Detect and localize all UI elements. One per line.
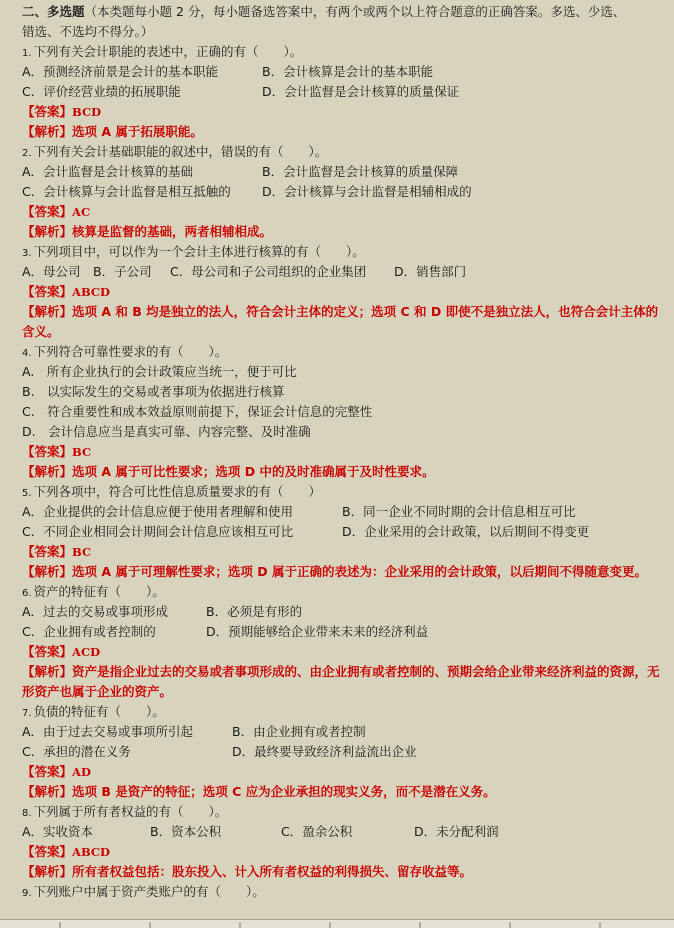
- answer-value: ACD: [72, 645, 101, 659]
- answer-line: [22, 842, 664, 862]
- options-row: [22, 182, 664, 202]
- option-d: D．会计核算与会计监督是相辅相成的: [262, 184, 472, 199]
- question-5: [22, 482, 664, 502]
- option-c: C．会计核算与会计监督是相互抵触的: [22, 184, 231, 199]
- answer-label: 【答案】: [22, 764, 73, 779]
- options-row: [22, 62, 664, 82]
- option-c: C．母公司和子公司组织的企业集团: [170, 264, 367, 279]
- analysis-text: 选项 A 属于拓展职能。: [72, 124, 203, 139]
- analysis-line: [22, 302, 664, 342]
- options-row: [22, 82, 664, 102]
- analysis-text: 选项 A 和 B 均是独立的法人，符合会计主体的定义；选项 C 和 D 即使不是独立法人，也符合会计主体的含义。: [22, 304, 659, 339]
- question-number: 7.: [22, 708, 32, 719]
- option-b: B. 以实际发生的交易或者事项为依据进行核算: [22, 384, 285, 399]
- answer-value: ABCD: [72, 845, 110, 859]
- horizontal-ruler: [0, 919, 674, 928]
- option-a: A．预测经济前景是会计的基本职能: [22, 64, 219, 79]
- answer-label: 【答案】: [22, 284, 73, 299]
- answer-label: 【答案】: [22, 644, 73, 659]
- analysis-text: 选项 A 属于可比性要求；选项 D 中的及时准确属于及时性要求。: [72, 464, 435, 479]
- option-b: B．同一企业不同时期的会计信息相互可比: [342, 504, 576, 519]
- analysis-text: 选项 B 是资产的特征；选项 C 应为企业承担的现实义务，而不是潜在义务。: [72, 784, 496, 799]
- question-number: 5.: [22, 488, 32, 499]
- question-text: 下列有关会计基础职能的叙述中，错误的有（ ）。: [33, 144, 328, 159]
- answer-line: [22, 762, 664, 782]
- option-d: D. 会计信息应当是真实可靠、内容完整、及时准确: [22, 424, 311, 439]
- section-instruction-cont: 错选、不选均不得分。）: [22, 24, 154, 39]
- analysis-line: [22, 222, 664, 242]
- option-a: A．过去的交易或事项形成: [22, 604, 169, 619]
- analysis-label: 【解析】: [22, 664, 73, 679]
- question-text: 负债的特征有（ ）。: [33, 704, 165, 719]
- analysis-text: 资产是指企业过去的交易或者事项形成的、由企业拥有或者控制的、预期会给企业带来经济利益的资源，无形资产也属于企业的资产。: [22, 664, 660, 699]
- answer-line: [22, 542, 664, 562]
- answer-value: AC: [72, 205, 91, 219]
- question-text: 资产的特征有（ ）。: [33, 584, 165, 599]
- question-7: [22, 702, 664, 722]
- question-number: 6.: [22, 588, 32, 599]
- question-number: 1.: [22, 48, 32, 59]
- options-row: [22, 622, 664, 642]
- option-c: C．评价经营业绩的拓展职能: [22, 84, 181, 99]
- question-text: 下列项目中，可以作为一个会计主体进行核算的有（ ）。: [33, 244, 365, 259]
- document-body: [22, 2, 664, 902]
- answer-line: [22, 282, 664, 302]
- answer-line: [22, 642, 664, 662]
- option-c: C．不同企业相同会计期间会计信息应该相互可比: [22, 524, 294, 539]
- answer-label: 【答案】: [22, 844, 73, 859]
- option-c: C．盈余公积: [281, 824, 353, 839]
- options-row: [22, 822, 664, 842]
- answer-label: 【答案】: [22, 204, 73, 219]
- ruler-ticks: [0, 920, 674, 928]
- analysis-label: 【解析】: [22, 124, 73, 139]
- answer-label: 【答案】: [22, 444, 73, 459]
- option-d: D．企业采用的会计政策，以后期间不得变更: [342, 524, 590, 539]
- analysis-line: [22, 122, 664, 142]
- question-1: [22, 42, 664, 62]
- question-8: [22, 802, 664, 822]
- option-c: C．承担的潜在义务: [22, 744, 131, 759]
- option-b: B．由企业拥有或者控制: [232, 724, 366, 739]
- options-row: [22, 602, 664, 622]
- option-a: A．企业提供的会计信息应便于使用者理解和使用: [22, 504, 294, 519]
- question-number: 3.: [22, 248, 32, 259]
- analysis-line: [22, 862, 664, 882]
- analysis-line: [22, 782, 664, 802]
- answer-line: [22, 102, 664, 122]
- option-c: C．企业拥有或者控制的: [22, 624, 156, 639]
- option-b: B．会计核算是会计的基本职能: [262, 64, 434, 79]
- option-a: A．会计监督是会计核算的基础: [22, 164, 194, 179]
- options-row: [22, 522, 664, 542]
- answer-line: [22, 442, 664, 462]
- option-a: A．由于过去交易或事项所引起: [22, 724, 194, 739]
- analysis-label: 【解析】: [22, 224, 73, 239]
- option-a: A．母公司: [22, 264, 81, 279]
- question-2: [22, 142, 664, 162]
- answer-value: BCD: [72, 105, 102, 119]
- analysis-label: 【解析】: [22, 564, 73, 579]
- option-a: A．实收资本: [22, 824, 94, 839]
- option-d: D．销售部门: [394, 264, 467, 279]
- options-row: [22, 722, 664, 742]
- analysis-text: 所有者权益包括：股东投入、计入所有者权益的利得损失、留存收益等。: [72, 864, 473, 879]
- answer-line: [22, 202, 664, 222]
- question-number: 9.: [22, 888, 32, 899]
- analysis-label: 【解析】: [22, 304, 73, 319]
- question-number: 4.: [22, 348, 32, 359]
- option-d: D．未分配利润: [414, 824, 499, 839]
- option-d: D．最终要导致经济利益流出企业: [232, 744, 417, 759]
- question-3: [22, 242, 664, 262]
- question-text: 下列各项中，符合可比性信息质量要求的有（ ）: [33, 484, 322, 499]
- question-6: [22, 582, 664, 602]
- analysis-text: 核算是监督的基础，两者相辅相成。: [72, 224, 273, 239]
- options-row: [22, 502, 664, 522]
- analysis-text: 选项 A 属于可理解性要求；选项 D 属于正确的表述为：企业采用的会计政策，以后期间不得随意变更。: [72, 564, 647, 579]
- question-text: 下列账户中属于资产类账户的有（ ）。: [33, 884, 265, 899]
- option-c: C. 符合重要性和成本效益原则前提下，保证会计信息的完整性: [22, 404, 373, 419]
- answer-value: ABCD: [72, 285, 110, 299]
- question-number: 2.: [22, 148, 32, 159]
- options-row: [22, 162, 664, 182]
- question-text: 下列有关会计职能的表述中，正确的有（ ）。: [33, 44, 303, 59]
- analysis-label: 【解析】: [22, 464, 73, 479]
- answer-label: 【答案】: [22, 104, 73, 119]
- question-number: 8.: [22, 808, 32, 819]
- option-b: B．会计监督是会计核算的质量保障: [262, 164, 459, 179]
- question-9: [22, 882, 664, 902]
- answer-value: BC: [72, 445, 92, 459]
- question-4: [22, 342, 664, 362]
- answer-value: AD: [72, 765, 91, 779]
- analysis-line: [22, 462, 664, 482]
- option-b: B．必须是有形的: [206, 604, 303, 619]
- option-b: B．资本公积: [150, 824, 222, 839]
- question-text: 下列符合可靠性要求的有（ ）。: [33, 344, 228, 359]
- option-a: A. 所有企业执行的会计政策应当统一，便于可比: [22, 364, 297, 379]
- option-d: D．会计监督是会计核算的质量保证: [262, 84, 460, 99]
- answer-label: 【答案】: [22, 544, 73, 559]
- options-row: [22, 742, 664, 762]
- option-b: B．子公司: [93, 264, 152, 279]
- answer-value: BC: [72, 545, 92, 559]
- option-d: D．预期能够给企业带来未来的经济利益: [206, 624, 429, 639]
- section-header: [22, 2, 664, 22]
- question-text: 下列属于所有者权益的有（ ）。: [33, 804, 228, 819]
- analysis-label: 【解析】: [22, 864, 73, 879]
- section-title: 二、多选题: [22, 4, 85, 19]
- options-row: [22, 262, 664, 282]
- analysis-line: [22, 662, 664, 702]
- section-instruction: （本类题每小题 2 分，每小题备选答案中，有两个或两个以上符合题意的正确答案。多选、少选、: [84, 4, 626, 19]
- analysis-line: [22, 562, 664, 582]
- analysis-label: 【解析】: [22, 784, 73, 799]
